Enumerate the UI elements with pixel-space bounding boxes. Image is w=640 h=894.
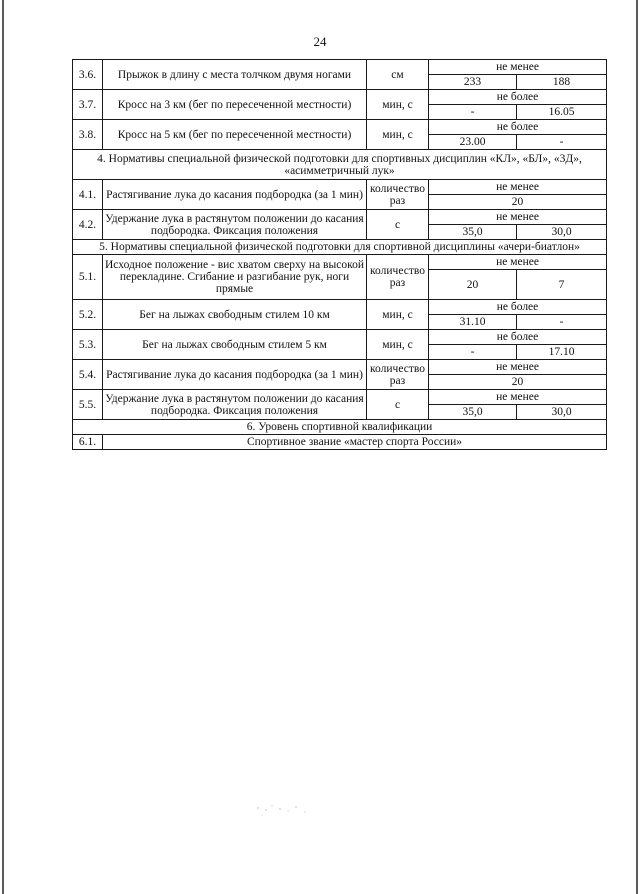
- page-number: 24: [313, 34, 327, 49]
- table-row: [73, 360, 607, 375]
- table-row: [73, 180, 607, 195]
- condition-cell: не менее: [429, 180, 607, 195]
- norm-name: Бег на лыжах свободным стилем 5 км: [103, 330, 367, 360]
- row-number: 3.6.: [73, 60, 103, 90]
- unit-cell: количество раз: [367, 360, 429, 390]
- row-number: 5.5.: [73, 390, 103, 420]
- section-heading: 4. Нормативы специальной физической подготовки для спортивных дисциплин «КЛ», «БЛ», «3Д», «асимметричный лук»: [73, 150, 607, 180]
- condition-cell: не менее: [429, 390, 607, 405]
- unit-cell: мин, с: [367, 90, 429, 120]
- norm-name: Прыжок в длину с места толчком двумя ногами: [103, 60, 367, 90]
- norms-table: [72, 59, 607, 450]
- value-cell: 17.10: [517, 345, 607, 360]
- value-cell: 188: [517, 75, 607, 90]
- condition-cell: не менее: [429, 360, 607, 375]
- value-cell: 30,0: [517, 405, 607, 420]
- condition-cell: не менее: [429, 210, 607, 225]
- norm-name: Растягивание лука до касания подбородка (за 1 мин): [103, 180, 367, 210]
- norm-name: Удержание лука в растянутом положении до касания подбородка. Фиксация положения: [103, 210, 367, 240]
- unit-cell: мин, с: [367, 120, 429, 150]
- row-number: 4.2.: [73, 210, 103, 240]
- value-cell: 23.00: [429, 135, 517, 150]
- condition-cell: не менее: [429, 60, 607, 75]
- value-cell: 31.10: [429, 315, 517, 330]
- unit-cell: мин, с: [367, 330, 429, 360]
- row-number: 6.1.: [73, 435, 103, 450]
- table-row: [73, 90, 607, 105]
- value-cell: 20: [429, 195, 607, 210]
- value-cell: 20: [429, 375, 607, 390]
- table-row: [73, 210, 607, 225]
- condition-cell: не более: [429, 90, 607, 105]
- condition-cell: не более: [429, 300, 607, 315]
- row-number: 5.1.: [73, 255, 103, 300]
- condition-cell: не менее: [429, 255, 607, 270]
- value-cell: 16.05: [517, 105, 607, 120]
- row-number: 5.2.: [73, 300, 103, 330]
- norm-name: Кросс на 5 км (бег по пересеченной местности): [103, 120, 367, 150]
- value-cell: 35,0: [429, 225, 517, 240]
- norm-name: Удержание лука в растянутом положении до касания подбородка. Фиксация положения: [103, 390, 367, 420]
- row-number: 5.3.: [73, 330, 103, 360]
- value-cell: 35,0: [429, 405, 517, 420]
- table-row: [73, 330, 607, 345]
- table-row: [73, 300, 607, 315]
- qualification-text: Спортивное звание «мастер спорта России»: [103, 435, 607, 450]
- table-row: [73, 435, 607, 450]
- table-row: [73, 390, 607, 405]
- value-cell: -: [517, 315, 607, 330]
- norm-name: Растягивание лука до касания подбородка (за 1 мин): [103, 360, 367, 390]
- unit-cell: количество раз: [367, 180, 429, 210]
- value-cell: -: [429, 105, 517, 120]
- section-heading: 6. Уровень спортивной квалификации: [73, 420, 607, 435]
- row-number: 3.7.: [73, 90, 103, 120]
- row-number: 4.1.: [73, 180, 103, 210]
- table-row: [73, 120, 607, 135]
- table-row: [73, 60, 607, 75]
- value-cell: 233: [429, 75, 517, 90]
- section-heading: 5. Нормативы специальной физической подготовки для спортивной дисциплины «ачери-биатлон»: [73, 240, 607, 255]
- unit-cell: с: [367, 210, 429, 240]
- unit-cell: количество раз: [367, 255, 429, 300]
- unit-cell: см: [367, 60, 429, 90]
- scan-noise: [257, 805, 305, 815]
- value-cell: 30,0: [517, 225, 607, 240]
- condition-cell: не более: [429, 330, 607, 345]
- row-number: 3.8.: [73, 120, 103, 150]
- value-cell: -: [429, 345, 517, 360]
- value-cell: 7: [517, 270, 607, 300]
- norm-name: Бег на лыжах свободным стилем 10 км: [103, 300, 367, 330]
- value-cell: -: [517, 135, 607, 150]
- unit-cell: мин, с: [367, 300, 429, 330]
- table-row: [73, 255, 607, 270]
- row-number: 5.4.: [73, 360, 103, 390]
- norm-name: Кросс на 3 км (бег по пересеченной местности): [103, 90, 367, 120]
- condition-cell: не более: [429, 120, 607, 135]
- unit-cell: с: [367, 390, 429, 420]
- norm-name: Исходное положение - вис хватом сверху на высокой перекладине. Сгибание и разгибание рук, ноги прямые: [103, 255, 367, 300]
- value-cell: 20: [429, 270, 517, 300]
